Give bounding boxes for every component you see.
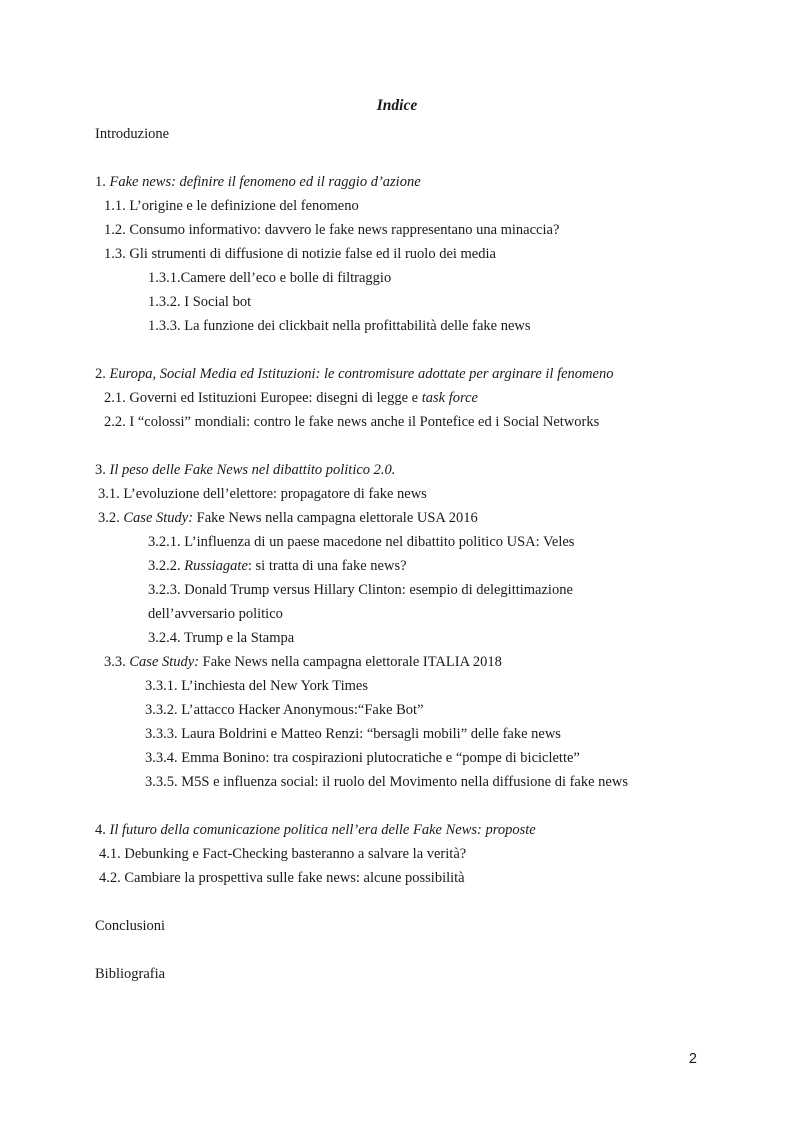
page-number: 2 [688, 1051, 697, 1067]
toc-section-1-3-3: 1.3.3. La funzione dei clickbait nella profittabilità delle fake news [148, 318, 531, 334]
toc-section-4-2: 4.2. Cambiare la prospettiva sulle fake news: alcune possibilità [99, 870, 465, 886]
section-italic: task force [421, 390, 478, 406]
toc-section-3-3-1: 3.3.1. L’inchiesta del New York Times [145, 678, 369, 694]
section-number: 3.2. [98, 510, 124, 526]
toc-section-1-3: 1.3. Gli strumenti di diffusione di notizie false ed il ruolo dei media [104, 246, 496, 262]
spacer [0, 794, 794, 818]
toc-section-1-3-2: 1.3.2. I Social bot [148, 294, 252, 310]
section-text: Fake News nella campagna elettorale ITALIA 2018 [199, 654, 502, 670]
toc-bibliography: Bibliografia [95, 966, 166, 982]
chapter-number: 4. [95, 822, 110, 838]
section-number: 3.2.2. [148, 558, 185, 574]
toc-conclusions: Conclusioni [95, 918, 166, 934]
toc-section-3-2-1: 3.2.1. L’influenza di un paese macedone nel dibattito politico USA: Veles [148, 534, 575, 550]
toc-section-2-2: 2.2. I “colossi” mondiali: contro le fake news anche il Pontefice ed i Social Networks [104, 414, 600, 430]
toc-section-4-1: 4.1. Debunking e Fact-Checking basteranno a salvare la verità? [99, 846, 467, 862]
toc-section-1-1: 1.1. L’origine e le definizione del fenomeno [104, 198, 359, 214]
toc-section-3-2-2 [0, 554, 794, 578]
section-text: 2.1. Governi ed Istituzioni Europee: disegni di legge e [104, 390, 422, 406]
toc-section-3-3-5: 3.3.5. M5S e influenza social: il ruolo del Movimento nella diffusione di fake news [145, 774, 628, 790]
table-of-contents [0, 122, 794, 986]
toc-section-3-3 [0, 650, 794, 674]
toc-chapter-1 [0, 170, 794, 194]
toc-chapter-2 [0, 362, 794, 386]
toc-section-3-2-3-continued: dell’avversario politico [148, 606, 283, 622]
toc-chapter-4 [0, 818, 794, 842]
chapter-title: Il futuro della comunicazione politica nell’era delle Fake News: proposte [109, 822, 536, 838]
spacer [0, 434, 794, 458]
chapter-number: 3. [95, 462, 110, 478]
spacer [0, 890, 794, 914]
spacer [0, 146, 794, 170]
chapter-number: 1. [95, 174, 110, 190]
spacer [0, 338, 794, 362]
section-number: 3.3. [104, 654, 130, 670]
chapter-title: Il peso delle Fake News nel dibattito politico 2.0. [109, 462, 396, 478]
toc-introduction: Introduzione [95, 126, 170, 142]
chapter-title: Fake news: definire il fenomeno ed il raggio d’azione [109, 174, 421, 190]
section-text: : si tratta di una fake news? [247, 558, 407, 574]
toc-chapter-3 [0, 458, 794, 482]
toc-section-3-2-3: 3.2.3. Donald Trump versus Hillary Clinton: esempio di delegittimazione [148, 582, 573, 598]
toc-section-3-3-3: 3.3.3. Laura Boldrini e Matteo Renzi: “bersagli mobili” delle fake news [145, 726, 561, 742]
section-text: Fake News nella campagna elettorale USA 2016 [193, 510, 478, 526]
toc-section-2-1 [0, 386, 794, 410]
section-italic: Russiagate [184, 558, 248, 574]
section-italic: Case Study: [123, 510, 194, 526]
toc-section-1-2: 1.2. Consumo informativo: davvero le fake news rappresentano una minaccia? [104, 222, 560, 238]
toc-section-3-1: 3.1. L’evoluzione dell’elettore: propagatore di fake news [98, 486, 427, 502]
chapter-title: Europa, Social Media ed Istituzioni: le contromisure adottate per arginare il fenomeno [109, 366, 614, 382]
toc-section-3-2-4: 3.2.4. Trump e la Stampa [148, 630, 295, 646]
page-title: Indice [376, 97, 418, 114]
toc-section-3-2 [0, 506, 794, 530]
spacer [0, 938, 794, 962]
chapter-number: 2. [95, 366, 110, 382]
toc-section-3-3-4: 3.3.4. Emma Bonino: tra cospirazioni plutocratiche e “pompe di biciclette” [145, 750, 580, 766]
section-italic: Case Study: [129, 654, 200, 670]
toc-section-3-3-2: 3.3.2. L’attacco Hacker Anonymous:“Fake Bot” [145, 702, 424, 718]
toc-section-1-3-1: 1.3.1.Camere dell’eco e bolle di filtraggio [148, 270, 392, 286]
